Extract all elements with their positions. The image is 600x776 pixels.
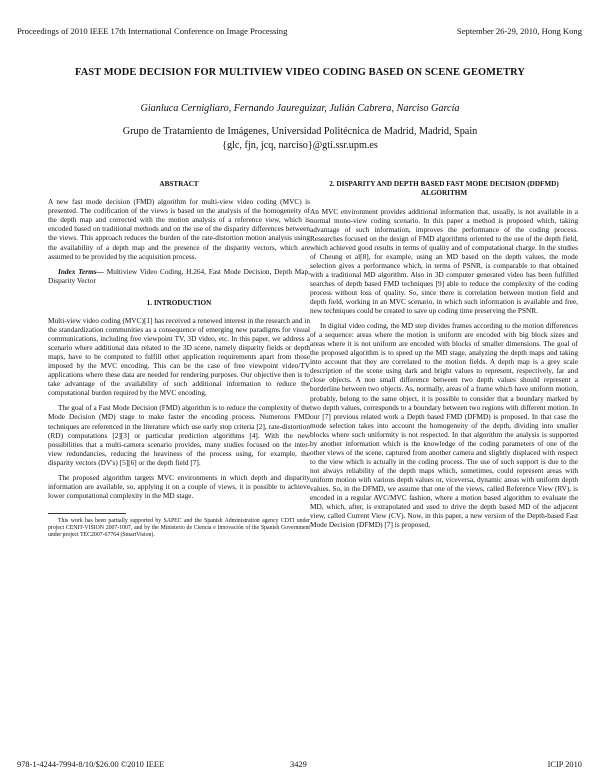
section-2-heading: 2. DISPARITY AND DEPTH BASED FAST MODE DECISION (DDFMD) ALGORITHM bbox=[329, 180, 559, 198]
paper-affiliation-block bbox=[30, 125, 570, 153]
affiliation: Grupo de Tratamiento de Imágenes, Universidad Politécnica de Madrid, Madrid, Spain bbox=[122, 126, 478, 137]
running-header-left: Proceedings of 2010 IEEE 17th International Conference on Image Processing bbox=[17, 26, 288, 36]
page-number: 3429 bbox=[290, 760, 307, 769]
abstract-text: A new fast mode decision (FMD) algorithm for multi-view video coding (MVC) is presented. The codification of the views is based on the analysis of the homogeneity of the depth map and corrected with the motion analysis of a reference view, which is encoded based on traditional methods and on the use of the disparity differences between the views. This approach reduces the burden of the rate-distortion motion analysis using the availability of a depth map and the presence of the disparity vectors, which are assumed to be provided by the acquisition process. bbox=[48, 197, 310, 261]
footnote: This work has been partially supported by SAPEC and the Spanish Administration agency CDTI under project CENIT-VISION 2007-1007, and by the Ministerio de Ciencia e Innovación of the Spanish Government under project TEC2007-67764 (SmartVision). bbox=[48, 517, 310, 539]
index-terms bbox=[48, 267, 310, 285]
footer-copyright: 978-1-4244-7994-8/10/$26.00 ©2010 IEEE bbox=[17, 760, 165, 769]
right-column bbox=[310, 180, 578, 535]
footnote-rule bbox=[48, 513, 126, 514]
paper-title: FAST MODE DECISION FOR MULTIVIEW VIDEO CODING BASED ON SCENE GEOMETRY bbox=[75, 67, 525, 78]
left-column bbox=[48, 180, 310, 539]
author-emails: {glc, fjn, jcq, narciso}@gti.ssr.upm.es bbox=[222, 140, 378, 151]
index-terms-text: Multiview Video Coding, H.264, Fast Mode Decision, Depth Map, Disparity Vector bbox=[48, 266, 310, 285]
footer-venue: ICIP 2010 bbox=[547, 760, 582, 769]
section-2-paragraph-2: In digital video coding, the MD step divides frames according to the motion differences of a sequence: areas where the motion is uniform are encoded with big block sizes and areas where it is not uniform are encoded with blocks of smaller dimensions. The goal of the proposed algorithm is to speed up the MD stage, analyzing the depth maps and taking into account that they are correlated to the motion fields. A depth map is a grey scale description of the scene using dark and bright values to represent, respectively, far and close objects. A non small difference between two depth values should represent a borderline between two objects. As, normally, areas of a frame which have uniform motion, probably, belong to the same object, it is possible to consider that a boundary marked by two depth values, corresponds to a boundary between two regions with different motion. In our [7] previous related work a Depth based FMD (DFMD) is proposed. In that case the mode selection takes into account the homogeneity of the depth, dividing into smaller blocks where such uniformity is not respected. In that algorithm the analysis is supported by another information which is the knowledge of the coding parameters of one of the other views of the scene, captured from another camera and slightly displaced with respect to the view which is actually in the coding process. The use of such support is due to the not always reliability of the depth maps which, sometimes, could represent areas with uniform motion with various depth values or, viceversa, dynamic areas with uniform depth values. So, in the DFMD, we assume that one of the views, called Reference View (RV), is encoded in a regular AVC/MVC fashion, where a motion based algorithm to evaluate the MD, which, after, is extrapolated and used to drive the depth based MD of the adjacent view, called Current View (CV). Now, in this paper, a new version of the Depth-based Fast Mode Decision (DFMD) [7] is proposed, bbox=[310, 321, 578, 530]
running-header-right: September 26-29, 2010, Hong Kong bbox=[456, 26, 582, 36]
intro-paragraph-3: The proposed algorithm targets MVC environments in which depth and disparity information are available, so, applying it on a couple of views, it is possible to achieve lower computational complexity in the MD stage. bbox=[48, 472, 310, 500]
intro-heading: 1. INTRODUCTION bbox=[146, 298, 212, 307]
paper-authors: Gianluca Cernigliaro, Fernando Jaureguizar, Julián Cabrera, Narciso García bbox=[140, 103, 460, 114]
intro-paragraph-2: The goal of a Fast Mode Decision (FMD) algorithm is to reduce the complexity of the Mode Decision (MD) stage to make faster the encoding process. Numerous FMD techniques are referenced in the literature which use early stop criteria [2], rate-distortion (RD) computations [2][3] or particular prediction algorithms [4]. With the new possibilities that a multi-camera scenario provides, many studies focused on the inter-view redundancies, reducing the heaviness of the process using, for example, the disparity vectors (DV's) [5][6] or the depth field [7]. bbox=[48, 403, 310, 467]
abstract-heading: ABSTRACT bbox=[159, 180, 199, 188]
section-2-paragraph-1: An MVC environment provides additional information that, usually, is not available in a normal mono-view coding scenario. In this paper a method is proposed which, taking advantage of such information, improves the performance of the coding process. Researches focused on the design of FMD algorithms oriented to the use of the depth field, which achieved good results in terms of quality and of computational charge. In the studies of Cheung et al[8], for example, using an MD based on the depth values, the mode selection gives a performance which, in terms of PSNR, is comparable to that obtained with a traditional MD algorithm. Also in 3D computer generated video has been fulfilled searches of depth based FMD techniques [9] able to reduce the complexity of the coding process without loss of quality. So, since there is correlation between motion field and depth field, working in an MVC scenario, in which such information is available and free, new techniques could be created to save up coding time preserving the PSNR. bbox=[310, 206, 578, 316]
intro-paragraph-1: Multi-view video coding (MVC)[1] has received a renewed interest in the research and in the standardization communities as a consequence of emerging new paradigms for visual communications, including free viewpoint TV, 3D video, etc. In this paper, we address a scenario where additional data related to the 3D scene, namely disparity fields or depth maps, have to be computed to fulfill other application requirements apart from those imposed by the MVC encoding. This can be the case of free viewpoint video/TV applications where these data are needed for rendering purposes. Our objective then is to take advantage of the availability of such additional information to reduce the computational burden required by the MVC encoding. bbox=[48, 316, 310, 398]
index-terms-label: Index Terms— bbox=[58, 266, 104, 276]
